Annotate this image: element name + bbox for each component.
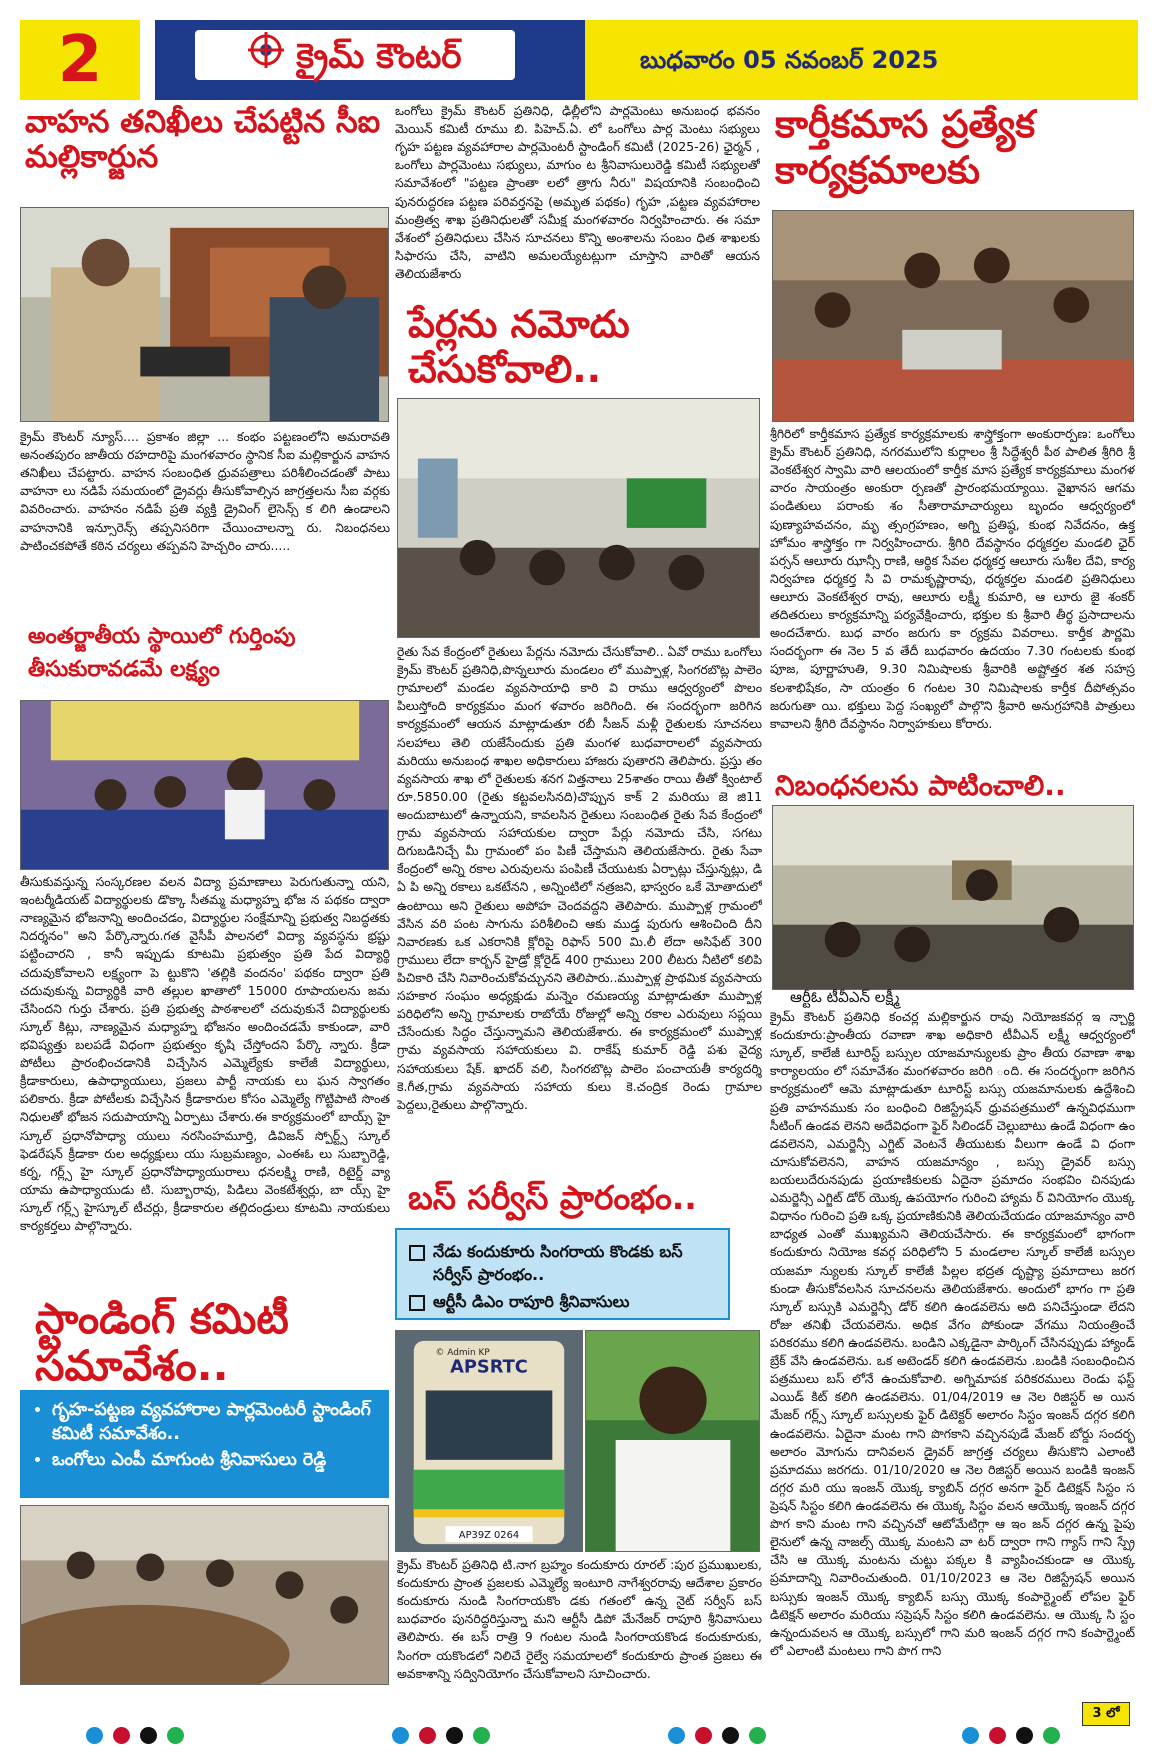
recognition-headline: అంతర్జాతీయ స్థాయిలో గుర్తింపు తీసుకురావడమే లక్ష్యం bbox=[28, 624, 296, 682]
paper-name: క్రైమ్ కౌంటర్ bbox=[296, 36, 462, 77]
rules-headline: నిబంధనలను పాటించాలి.. bbox=[775, 769, 1066, 802]
dot-icon bbox=[722, 1727, 739, 1744]
standing-committee-point-1: • గృహ-పట్టణ వ్యవహారాల పార్లమెంటరీ స్టాండింగ్ కమిటీ సమావేశం.. bbox=[52, 1400, 379, 1448]
standing-committee-point-2: • ఒంగోలు ఎంపీ మాగుంట శ్రీనివాసులు రెడ్డి bbox=[52, 1450, 379, 1474]
checkbox-icon bbox=[409, 1295, 425, 1311]
bus-watermark: © Admin KP bbox=[435, 1347, 490, 1358]
dot-icon bbox=[446, 1727, 463, 1744]
bus-point-2: ఆర్టీసీ డిఎం రాపూరి శ్రీనివాసులు bbox=[433, 1292, 630, 1311]
rto-meeting-photo bbox=[772, 805, 1134, 990]
crosshair-icon bbox=[248, 32, 284, 82]
dot-icon bbox=[749, 1727, 766, 1744]
dot-icon bbox=[962, 1727, 979, 1744]
vehicle-headline: వాహన తనిఖీలు చేపట్టిన సీఐ మల్లికార్జున bbox=[25, 104, 381, 175]
bus-body: క్రైమ్ కౌంటర్ ప్రతినిధి టి.నాగ బ్రహ్మం కందుకూరు రూరల్ :పుర ప్రముఖులకు, కందుకూరు ప్రాంత ప్రజలకు ఎమ్మెల్యే ఇంటూరి నాగేశ్వరరావు ఆదేశాల ప్రకారం కందుకూరు నుండి సింగరాయకొం డకు గతంలో ఉన్న నైట్ సర్వీస్ బస్ బుధవారం పునరిద్ధరిస్తున్నా మని ఆర్టీసీ డిపో మేనేజర్ రాపూరి శ్రీనివాసులు తెలిపారు. ఈ బస్ రాత్రి 9 గంటల నుండి సింగరాయకొండ కందుకూరుకు, సింగరా యకొండలో నిలిచే రైల్వే సమయాలలో కందుకూరు ప్రాంత ప్రజలు ఈ అవకాశాన్ని సద్వినియోగం చేసుకోవాలని సూచించారు. bbox=[397, 1557, 762, 1681]
vehicle-body: క్రైమ్ కౌంటర్ న్యూస్.... ప్రకాశం జిల్లా ... కంభం పట్టణంలోని అమరావతి అనంతపురం జాతీయ రహదారిపై మంగళవారం స్థానిక సీఐ మల్లికార్జున వాహన తనిఖీలు చేపట్టారు. వాహన సంబంధిత ధ్రువపత్రాలు పరిశీలించడంతో పాటు వాహనా లు నడిపే సమయంలో డ్రైవర్లు తీసుకోవాల్సిన జాగ్రత్తలను సీఐ వర్గకు వివరించారు. వాహనం నడిపే ప్రతి వ్యక్తి డ్రైవింగ్ లైసెన్స్ క లిగి ఉండాలని వాహనానికి ఇన్సూరెన్స్ తప్పనిసరిగా చేయించాలన్నా రు. నిబంధనలు పాటించకపోతే కఠిన చర్యలు తప్పవని హెచ్చరిం చారు..... bbox=[20, 429, 390, 553]
dot-icon bbox=[695, 1727, 712, 1744]
dot-icon bbox=[113, 1727, 130, 1744]
dot-icon bbox=[140, 1727, 157, 1744]
bus-point-1: నేడు కందుకూరు సింగరాయ కొండకు బస్ సర్వీస్ ప్రారంభం.. bbox=[433, 1242, 683, 1284]
bus-photo bbox=[395, 1330, 583, 1552]
bus-plate: AP39Z 0264 bbox=[458, 1530, 520, 1542]
farmers-body: రైతు సేవ కేంద్రంలో రైతులు పేర్లను నమోదు చేసుకోవాలి.. ఏవో రాము ఒంగోలు క్రైమ్ కౌంటర్ ప్రతినిధి,పొన్నలూరు మండలం లో ముప్పాళ్ల, సింగరబొట్ల పాలెం గ్రామాలలో మండల వ్యవసాయాధి కారి వి రాము ఆధ్వర్యంలో పొలం పిలుస్తోంది కార్యక్రమం మంగ ళవారం జరిగింది. ఈ సందర్భంగా జరిగిన కార్యక్రమంలో ఆయన మాట్లాడుతూ రబీ సీజన్ మళ్లీ రైతులకు సూచనలు సలహాలు తెలి యజేసేందుకు ప్రతి మంగళ బుధవారాలలో వ్యవసాయ మరియు అనుబంధ శాఖల అధికారులు హాజరు పుతారని తెలిపారు. ప్రస్తు తం వ్యవసాయ శాఖ లో రైతులకు శనగ విత్తనాలు 25శాతం రాయి తీతో క్వింటాల్ రూ.5850.00 (రైతు కట్టవలసినది)చొప్పున కాక్ 2 మరియు జె జి11 అందుబాటులో ఉన్నాయని, కావలసిన రైతులు సంబంధిత రైతు సేవ కేంద్రంలో గ్రామ వ్యవసాయ సహాయకుల ద్వారా పేర్లు నమోదు చేసి, సగటు దిగుబడినిచ్చే మీ గ్రామంలో పం పిణీ చేస్తామని తెలియజేసారు. రైతు సేవా కేంద్రంలో అన్ని రకాల ఎరువులను పంపిణీ చేయుటకు ఏర్పాట్లు చేస్తున్నట్లు, డి ఏ పి అన్ని రకాలు ఒకటేనని , అన్నింటిలో నత్రజని, భాస్వరం ఒకే మోతాదులో ఉంటాయి అని రైతులు అపోహ చెందవద్దని తెలిపారు. ముప్పాళ్ల గ్రామంలో వేసిన వరి పంట సాగును పరిశీలించి ఆకు ముడ్త పురుగు ఆశించింది దీని నివారణకు ఒక ఎకరానికి క్లోరిపై రిఫాస్ 500 మి.లీ లేదా అసిఫేట్ 300 గ్రాములు లేదా కార్బన్ హైడ్రో క్లోరైడ్ 400 గ్రాములు 200 లీటరు నీటిలో కలిపి పిచికారి చేసి నివారించుకోవచ్చునని తెలిపారు..ముప్పాళ్ల ప్రాథమిక వ్యవసాయ సహకార సంఘం అధ్యక్షుడు మన్నెం రమణయ్య మాట్లాడుతూ ముప్పాళ్ల పరిధిలోని అన్ని గ్రామాలకు రాబోయే రోజుల్లో అన్ని రకాల ఎరువులు సప్లయి చేసేందుకు సిద్ధం చేస్తున్నామని తెలియజేశారు. ఈ కార్యక్రమంలో ముప్పాళ్ల గ్రామ వ్యవసాయ సహాయకులు వి. రాకేష్ కుమార్ రెడ్డి పశు వైద్య సహాయకులు షేక్. ఖాదర్ వలి, సింగరబొట్ల పాలెం పంచాయతీ కార్యదర్శి కె.గీత,గ్రామ వ్యవసాయ సహాయ కులు కె.చంద్రిక రెండు గ్రామాల పెద్దలు,రైతులు పాల్గొన్నారు. bbox=[397, 644, 762, 1112]
standing-committee-body: ఒంగోలు క్రైమ్ కౌంటర్ ప్రతినిధి, ఢిల్లీలోని పార్లమెంటు అనుబంధ భవనం మెయిన్ కమిటీ రూము బి. పిహెచ్.ఏ. లో ఒంగోలు పార్ల మెంటు సభ్యులు గృహ పట్టణ వ్యవహారాల పార్లమెంటరీ స్టాండింగ్ కమిటీ (2025-26) ఛైర్మన్ , ఒంగోలు పార్లమెంటు సభ్యులు, మాగుం ట శ్రీనివాసులురెడ్డి కమిటీ సభ్యులతో సమావేశంలో "పట్టణ ప్రాంతా లలో త్రాగు నీరు" విషయానికి సంబంధించి పునరుద్ధరణ పట్టణ పరివర్తనపై (అమృత పథకం) గృహ ,పట్టణ వ్యవహారాల మంత్రిత్వ శాఖ ప్రతినిధులతో సమీక్ష మంగళవారం నిర్వహించారు. ఈ సమా వేశంలో ప్రతినిధులు చేసిన సూచనలు కొన్ని అంశాలను సంబం ధిత శాఖలకు సిఫారసు చేసి, వాటిని అమలయ్యేటట్లుగా చూస్తాని వారితో ఆయన తెలియజేశారు bbox=[395, 103, 760, 281]
rules-body: క్రైమ్ కౌంటర్ ప్రతినిధి కంచర్ల మల్లికార్జున రావు నియోజకవర్గ ఇ న్చార్జి కందుకూరు:ప్రాంతీయ రవాణా శాఖ అధికారి టీవీఎన్ లక్ష్మీ ఆధ్వర్యంలో స్కూల్, కాలేజీ టూరిస్ట్ బస్సుల యాజమాన్యులకు ప్రాం తీయ రవాణా శాఖ కార్యాలయం లో సమావేశం మంగళవారం జరిగి ంది. ఈ సందర్భంగా జరిగిన కార్యక్రమంలో ఆమె మాట్లాడుతూ టూరిస్ట్ బస్సు యజమానులకు ఉద్దేశించి ప్రతి వాహనముకు సం బంధించి రిజిస్ట్రేషన్ ధ్రువపత్రములో ఉన్నవిధముగా సీటింగ్ ఉండవ లెనని అదేవిధంగా ఫైర్ సిలిండర్ చెల్లుబాటు ఉండే విధంగా ఉం డవలెనని, ఎమర్జెన్సీ ఎగ్జిట్ వెంటనే తీయుటకు వీలుగా ఉండే వి ధంగా చూసుకోవలెనని, వాహన యజమాన్యం , బస్సు డ్రైవర్ బస్సు బయలుదేరునపుడు ప్రయాణికులకు ఏదైనా ప్రమాదం సంభవిం చినపుడు ఎమర్జెన్సీ ఎగ్జిట్ డోర్ యొక్క ఉపయోగం గురించి హ్యామ ర్ వినియోగం యొక్క విధానం గురించి ప్రతి ఒక్క ప్రయాణికునికి తెలియచేయడం యాజమాన్యం వారి బాధ్యత ఎంతో ముఖ్యమని తెలియచేసారు. ఈ కార్యక్రమంలో భాగంగా కందుకూరు నియోజ కవర్గ పరిధిలోని 5 మండలాల స్కూల్ కాలేజీ బస్సుల యజమా న్యులకు స్కూల్ కాలేజీ పిల్లల భద్రత దృష్ట్యా ప్రమాదాలు జరగ కుండా తీసుకోవలసిన సూచనలను తెలియజేశారు. అందులో భాగం గా ప్రతి స్కూల్ బస్సుకి ఎమర్జెన్సీ డోర్ కలిగి ఉండవలెను అది పనిచేస్తుండా లేదని రోజు తనిఖీ చేయవలెను. అధిక వేగం పోకుండా వేగము నియంత్రించే పరికరము కలిగి ఉండవలెను. బండిని ఎక్కడైనా పార్కింగ్ చేసినప్పుడు హ్యాండ్ బ్రేక్ వేసి ఉండవలెను. ఒక అటెండర్ కలిగి ఉండవలెను .బండికి సంబంధించిన పత్రములు బస్ లోనే ఉంచుకోవాలి. అగ్నిమాపక పరికరములు రెండు ఫస్ట్ ఎయిడ్ కిట్ కలిగి ఉండవలెను. 01/04/2019 ఆ నెల రిజిస్టర్ అ యిన మేజర్ గర్ల్స్ స్కూల్ బస్సులకు ఫైర్ డిటెక్టర్ అలారం సిస్టం ఇంజన్ దగ్గర కలిగి ఉండవలెను. ఏదైనా మంట గాని పొగకాని వచ్చినపుడే మేజర్ బోర్డు సందర్భ అలారం మోగును దానివలన డ్రైవర్ జాగ్రత్త చర్యలు తీసుకొని ఎలాంటి ప్రమాదము జరగదు. 01/10/2020 ఆ నెల రిజిస్టర్ అయిన బండికి ఇంజన్ దగ్గర మరి యు ఇంజన్ యొక్క క్యాబిన్ దగ్గర అనగా ఫైర్ డిటెక్షన్ సిస్టం స ప్రెషన్ సిస్టం కలిగి ఉండవలెను ఈ యొక్క సిస్టం వలన ఆయొక్క ఇంజన్ దగ్గర పొగ కాని మంట గాని వచ్చినచో ఆటోమేటిగ్గా ఆ ఇం జన్ దగ్గర ఉన్న పైపు లైనులో ఉన్న నాజల్స్ యొక్క మంటని వా టర్ ద్వారా గాని గ్యాస్ గాని స్ప్రే చేసి ఆ యొక్క మంటను చుట్టు పక్కల కి వ్యాపించకుండా ఆ యొక్క ప్రమాదాన్ని నివారించుతుంది. 01/10/2023 ఆ నెల రిజిస్ట్రేషన్ అయిన బస్సుకు ఇంజన్ యొక్క క్యాబిన్ బస్సు యొక్క కంపార్ట్మెంట్ లోపల ఫైర్ డిటెక్షన్ అలారం మరియు సప్రెషన్ సిస్టం కలిగి ఉండవలెను. ఆ యొక్క సి స్టం ఉన్నందువలన ఆ యొక్క బస్సులో గాని మరి ఇంజన్ దగ్గర గాని కంపార్ట్మెంట్ లో ఎలాంటి మంటలు గాని పొగ గాని bbox=[770, 1009, 1135, 1658]
bus-highlight-box bbox=[395, 1228, 730, 1320]
rules-photo-caption: ఆర్టీఓ టీవీఎన్ లక్ష్మీ bbox=[790, 988, 900, 1006]
standing-committee-banner bbox=[20, 1390, 389, 1498]
dot-icon bbox=[989, 1727, 1006, 1744]
karthika-ritual-photo bbox=[772, 210, 1134, 422]
dot-icon bbox=[668, 1727, 685, 1744]
dot-icon bbox=[167, 1727, 184, 1744]
continued-on-page: 3 లో bbox=[1082, 1702, 1130, 1726]
standing-committee-headline: స్టాండింగ్ కమిటీ సమావేశం.. bbox=[35, 1294, 289, 1391]
dot-icon bbox=[1016, 1727, 1033, 1744]
checkbox-icon bbox=[409, 1245, 425, 1261]
bus-label: APSRTC bbox=[450, 1356, 528, 1378]
dot-icon bbox=[86, 1727, 103, 1744]
committee-meeting-photo bbox=[20, 1505, 389, 1685]
vehicle-inspection-photo bbox=[20, 207, 389, 422]
issue-date: బుధవారం 05 నవంబర్ 2025 bbox=[585, 20, 1138, 100]
karthika-body: శ్రీగిరిలో కార్తీకమాస ప్రత్యేక కార్యక్రమాలకు శాస్త్రోక్తంగా అంకురార్పణ: ఒంగోలు క్రైమ్ కౌంటర్ ప్రతినిధి, నగరములోని కుర్లాలం శ్రీ సిద్ధేశ్వరీ పీఠ పాలిత శ్రీగిరి శ్రీ వెంకటేశ్వర స్వామి వారి ఆలయంలో కార్తీక మాస ప్రత్యేక కార్యక్రమాలు మంగళ వారం సాయంత్రం అంకురా ర్పణతో ప్రారంభమయ్యాయి. వైఖానస ఆగమ పండితులు పరాంకు శం సీతారామాచార్యులు బృందం ఆధ్వర్యంలో పుణ్యాహవచనం, మృ త్సంగ్రహణం, అగ్ని ప్రతిష్ఠ, కుంభ నివేదనం, ఉక్త హోమం శాస్త్రోక్తం గా నిర్వహించారు. శ్రీగిరి దేవస్థానం ధర్మకర్తల మండలి ఛైర్ పర్సన్ ఆలూరు ఝాన్సీ రాణి, ఆర్థిక సేవల ధర్మకర్త ఆలూరు సుశీల దేవి, కార్య నిర్వహణ ధర్మకర్త సి వి రామకృష్ణారావు, ధర్మకర్తల మండలి ప్రతినిధులు ఆలూరు వెంకటేశ్వర రావు, ఆలూరు లక్ష్మీ కుమారి, ఆ లూరు జై శంకర్ తదితరులు కార్యక్రమాన్ని పర్యవేక్షించారు, భక్తుల కు శ్రీవారి తీర్థ ప్రసాదాలను అందచేశారు. బుధ వారం జరుగు కా ర్యక్రమ వివరాలు. కార్తీక పౌర్ణమి సందర్భంగా ఈ నెల 5 వ తేదీ బుధవారం ఉదయం 7.30 గంటలకు కుంభ పూజ, పూర్ణాహుతి, 9.30 నిమిషాలకు శ్రీవారికి అష్టోత్తర శత సహస్ర కలశాభిషేకం, సా యంత్రం 6 గంటల 30 నిమిషాలకు కార్తీక దీపోత్సవం జరుగుతా యి. భక్తులు పెద్ద సంఖ్యలో పాల్గొని శ్రీవారి అనుగ్రహానికి పాత్రులు కావాలని శ్రీగిరి దేవస్థానం నిర్వాహకులు కోరారు. bbox=[770, 426, 1135, 731]
recognition-body: తీసుకువస్తున్న సంస్కరణల వలన విద్యా ప్రమాణాలు పెరుగుతున్నా యని, ఇంటర్మీడియట్ విద్యార్థులకు డొక్కా సీతమ్మ మధ్యాహ్న భోజ న పథకం ద్వారా నాణ్యమైన భోజనాన్ని అందించడం, విద్యార్థుల సంక్షేమాన్ని ప్రభుత్వ నిబద్ధతకు నిదర్శనం" అని పేర్కొన్నారు.గత వైసీపీ పాలనలో విద్యా వ్యవస్థను భ్రష్టు పట్టించారని , కానీ ఇప్పుడు కూటమి ప్రభుత్వం ప్రతి పేద విద్యార్థి చదువుకోవాలని లక్ష్యంగా పె ట్టుకొని 'తల్లికి వందనం' పథకం ద్వారా ప్రతి చదువుకున్న విద్యార్థికి వారి తల్లుల ఖాతాలో 15000 రూపాయలను జమ చేసిందని గుర్తు చేశారు. ప్రతి ప్రభుత్వ పాఠశాలలో చదువుకునే విద్యార్థులకు స్కూల్ కిట్లు, నాణ్యమైన మధ్యాహ్న భోజనం అందించడమే కాకుండా, వారి భవిష్యత్తు బలపడే విధంగా ప్రభుత్వం కృషి చేస్తోందని పేర్కొ న్నారు. క్రీడా పోటీలు ప్రారంభించడానికి విచ్చేసిన ఎమ్మెల్యేకు కాలేజీ విద్యార్థులు, క్రీడాకారులు, ఉపాధ్యాయులు, ప్రజలు పార్టీ నాయకు లు ఘన స్వాగతం పలికారు. క్రీడా పోటీలకు విచ్చేసిన క్రీడాకారుల కోసం ఎమ్మెల్యే గొట్టిపాటి సొంత నిధులతో భోజన సదుపాయాన్ని ఏర్పాటు చేశారు.ఈ కార్యక్రమంలో బాయ్స్ హై స్కూల్ ప్రధానోపాధ్యా యులు నరసింహమూర్తి, డివిజన్ స్పోర్ట్స్ స్కూల్ ఫెడరేషన్ క్రీడాకా రుల అధ్యక్షులు యు సుబ్రమణ్యం, ఎంఈఓ లు సుబ్బారెడ్డి, కర్న, గర్ల్స్ హై స్కూల్ ప్రధానోపాధ్యాయురాలు ధనలక్ష్మి రాణి, రిటైర్డ్ వ్యా యామ ఉపాధ్యాయుడు టి. సుబ్బారావు, పిడిలు వెంకటేశ్వర్లు, బా య్స్ హై స్కూల్ గర్ల్స్ హైస్కూల్ టీచర్లు, క్రీడాకారుల తల్లిదండ్రులు కూటమి నాయకులు కార్యకర్తలు పాల్గొన్నారు. bbox=[20, 874, 390, 1234]
dot-icon bbox=[419, 1727, 436, 1744]
recognition-event-photo bbox=[20, 700, 389, 870]
karthika-headline: కార్తీకమాస ప్రత్యేక కార్యక్రమాలకు bbox=[775, 102, 1036, 192]
dot-icon bbox=[473, 1727, 490, 1744]
dot-icon bbox=[1043, 1727, 1060, 1744]
dot-icon bbox=[392, 1727, 409, 1744]
farmers-meeting-photo bbox=[397, 398, 760, 638]
paper-name-logo bbox=[195, 30, 515, 80]
page-number: 2 bbox=[20, 20, 140, 100]
depot-manager-photo bbox=[585, 1330, 760, 1552]
farmers-headline: పేర్లను నమోదు చేసుకోవాలి.. bbox=[408, 302, 630, 391]
bus-headline: బస్ సర్వీస్ ప్రారంభం.. bbox=[408, 1178, 697, 1217]
